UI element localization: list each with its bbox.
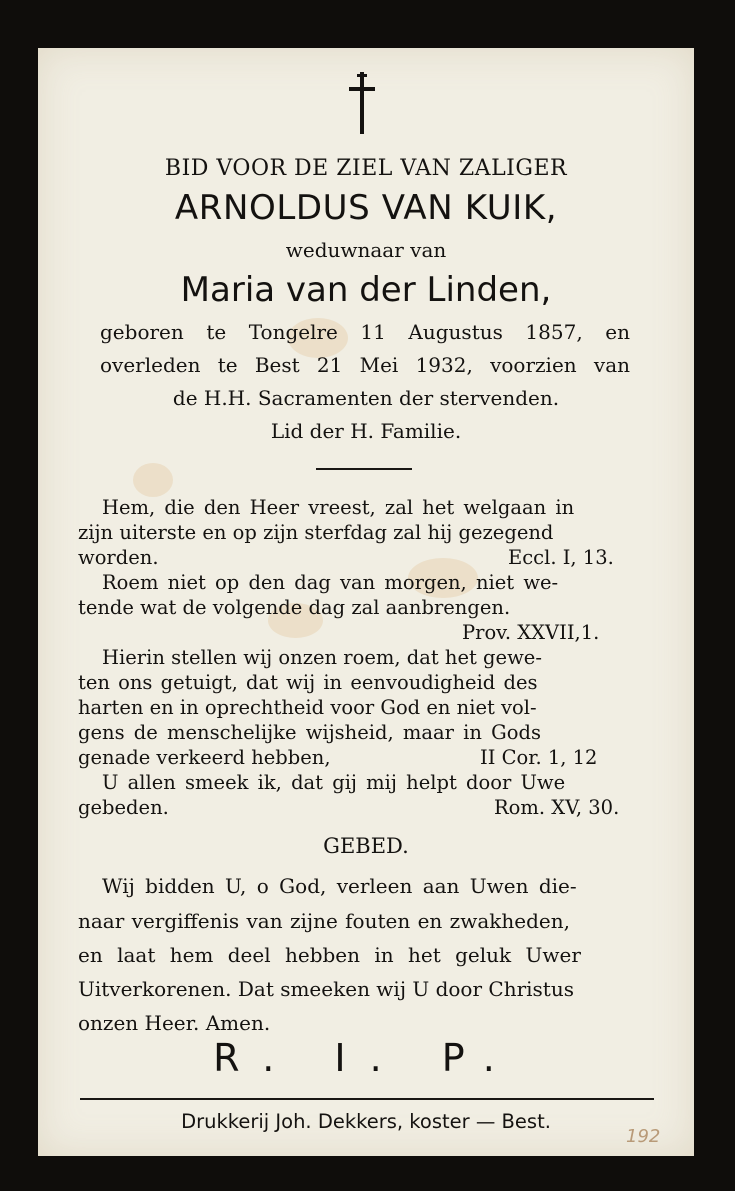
- verse-line: ten ons getuigt, dat wij in eenvoudigheid des: [78, 671, 538, 694]
- prayer-line: naar vergiffenis van zijne fouten en zwakheden,: [78, 909, 570, 933]
- prayer-line: Wij bidden U, o God, verleen aan Uwen die-: [102, 874, 577, 898]
- verse-line: gens de menschelijke wijsheid, maar in Gods: [78, 721, 541, 744]
- verse-line: zijn uiterste en op zijn sterfdag zal hij gezegend: [78, 521, 554, 544]
- prayer-line: Uitverkorenen. Dat smeeken wij U door Christus: [78, 977, 574, 1001]
- verse-line: Hierin stellen wij onzen roem, dat het gewe-: [102, 646, 542, 669]
- footer-divider: [80, 1098, 654, 1100]
- verse-line: gebeden.: [78, 796, 169, 819]
- deceased-name: ARNOLDUS VAN KUIK,: [174, 188, 558, 228]
- death-line: overleden te Best 21 Mei 1932, voorzien van: [100, 353, 630, 377]
- rip-text: R. I. P.: [213, 1036, 519, 1080]
- scripture-reference: II Cor. 1, 12: [480, 746, 598, 769]
- scripture-reference: Eccl. I, 13.: [508, 546, 614, 569]
- birth-line: geboren te Tongelre 11 Augustus 1857, en: [100, 320, 630, 344]
- cross-icon: [348, 72, 376, 134]
- relation-line: weduwnaar van: [285, 238, 447, 262]
- printer-credit: Drukkerij Joh. Dekkers, koster — Best.: [181, 1110, 551, 1133]
- age-stain: [133, 463, 173, 497]
- divider: [316, 468, 412, 470]
- verse-line: tende wat de volgende dag zal aanbrengen.: [78, 596, 511, 619]
- verse-line: genade verkeerd hebben,: [78, 746, 331, 769]
- spouse-name: Maria van der Linden,: [180, 270, 552, 310]
- verse-line: U allen smeek ik, dat gij mij helpt door Uwe: [102, 771, 566, 794]
- sacraments-line: de H.H. Sacramenten der stervenden.: [172, 386, 560, 410]
- prayer-request-line: BID VOOR DE ZIEL VAN ZALIGER: [164, 156, 568, 181]
- handwritten-note: 192: [626, 1126, 661, 1147]
- verse-line: harten en in oprechtheid voor God en niet vol-: [78, 696, 537, 719]
- membership-line: Lid der H. Familie.: [270, 419, 462, 443]
- verse-line: Hem, die den Heer vreest, zal het welgaan in: [102, 496, 575, 519]
- prayer-line: onzen Heer. Amen.: [78, 1011, 271, 1035]
- prayer-title: GEBED.: [323, 834, 409, 858]
- verse-line: Roem niet op den dag van morgen, niet we-: [102, 571, 559, 594]
- verse-line: worden.: [78, 546, 159, 569]
- prayer-line: en laat hem deel hebben in het geluk Uwer: [78, 943, 581, 967]
- memorial-card: [38, 48, 694, 1156]
- scripture-reference: Rom. XV, 30.: [494, 796, 620, 819]
- scripture-reference: Prov. XXVII,1.: [462, 621, 600, 644]
